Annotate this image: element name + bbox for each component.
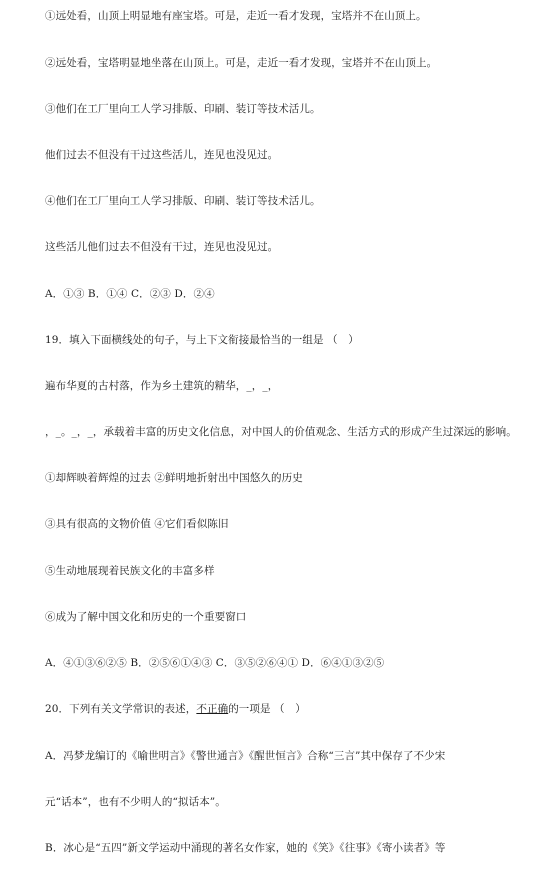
option-line-3-cont: 他们过去不但没有干过这些活儿，连见也没见过。 bbox=[45, 149, 279, 161]
question-20-text-before: 20．下列有关文学常识的表述， bbox=[45, 703, 197, 715]
option-20-a: A．冯梦龙编订的《喻世明言》《警世通言》《醒世恒言》合称“三言”其中保存了不少宋 bbox=[45, 750, 446, 762]
question-20-underlined: 不正确 bbox=[196, 703, 229, 715]
answer-choices-19: A．④①③⑥②⑤ B．②⑤⑥①④③ C．③⑤②⑥④① D．⑥④①③②⑤ bbox=[45, 657, 385, 669]
question-19-item-5: ⑤生动地展现着民族文化的丰富多样 bbox=[45, 565, 215, 577]
question-19-passage-2: ，_。_，_，承载着丰富的历史文化信息，对中国人的价值观念、生活方式的形成产生过深远的影响。 bbox=[45, 426, 517, 438]
question-19-item-3-4: ③具有很高的文物价值 ④它们看似陈旧 bbox=[45, 518, 229, 530]
answer-choices-18: A．①③ B．①④ C．②③ D．②④ bbox=[45, 288, 215, 300]
question-20-title bbox=[45, 702, 306, 716]
option-line-2: ②远处看，宝塔明显地坐落在山顶上。可是，走近一看才发现，宝塔并不在山顶上。 bbox=[45, 57, 438, 69]
option-20-b: B．冰心是“五四”新文学运动中涌现的著名女作家，她的《笑》《往事》《寄小读者》等 bbox=[45, 842, 446, 854]
question-19-item-1-2: ①却辉映着辉煌的过去 ②鲜明地折射出中国悠久的历史 bbox=[45, 472, 303, 484]
option-line-4: ④他们在工厂里向工人学习排版、印刷、装订等技术活儿。 bbox=[45, 195, 321, 207]
option-line-3: ③他们在工厂里向工人学习排版、印刷、装订等技术活儿。 bbox=[45, 103, 321, 115]
question-19-title: 19．填入下面横线处的句子，与上下文衔接最恰当的一组是 （ ） bbox=[45, 334, 359, 346]
option-line-1: ①远处看，山顶上明显地有座宝塔。可是，走近一看才发现，宝塔并不在山顶上。 bbox=[45, 10, 427, 22]
option-20-a-cont: 元“话本”，也有不少明人的“拟话本”。 bbox=[45, 796, 226, 808]
option-line-4-cont: 这些活儿他们过去不但没有干过，连见也没见过。 bbox=[45, 241, 279, 253]
question-19-item-6: ⑥成为了解中国文化和历史的一个重要窗口 bbox=[45, 611, 247, 623]
question-20-text-after: 的一项是 （ ） bbox=[228, 703, 306, 715]
question-19-passage-1: 遍布华夏的古村落，作为乡土建筑的精华，_，_， bbox=[45, 380, 279, 392]
